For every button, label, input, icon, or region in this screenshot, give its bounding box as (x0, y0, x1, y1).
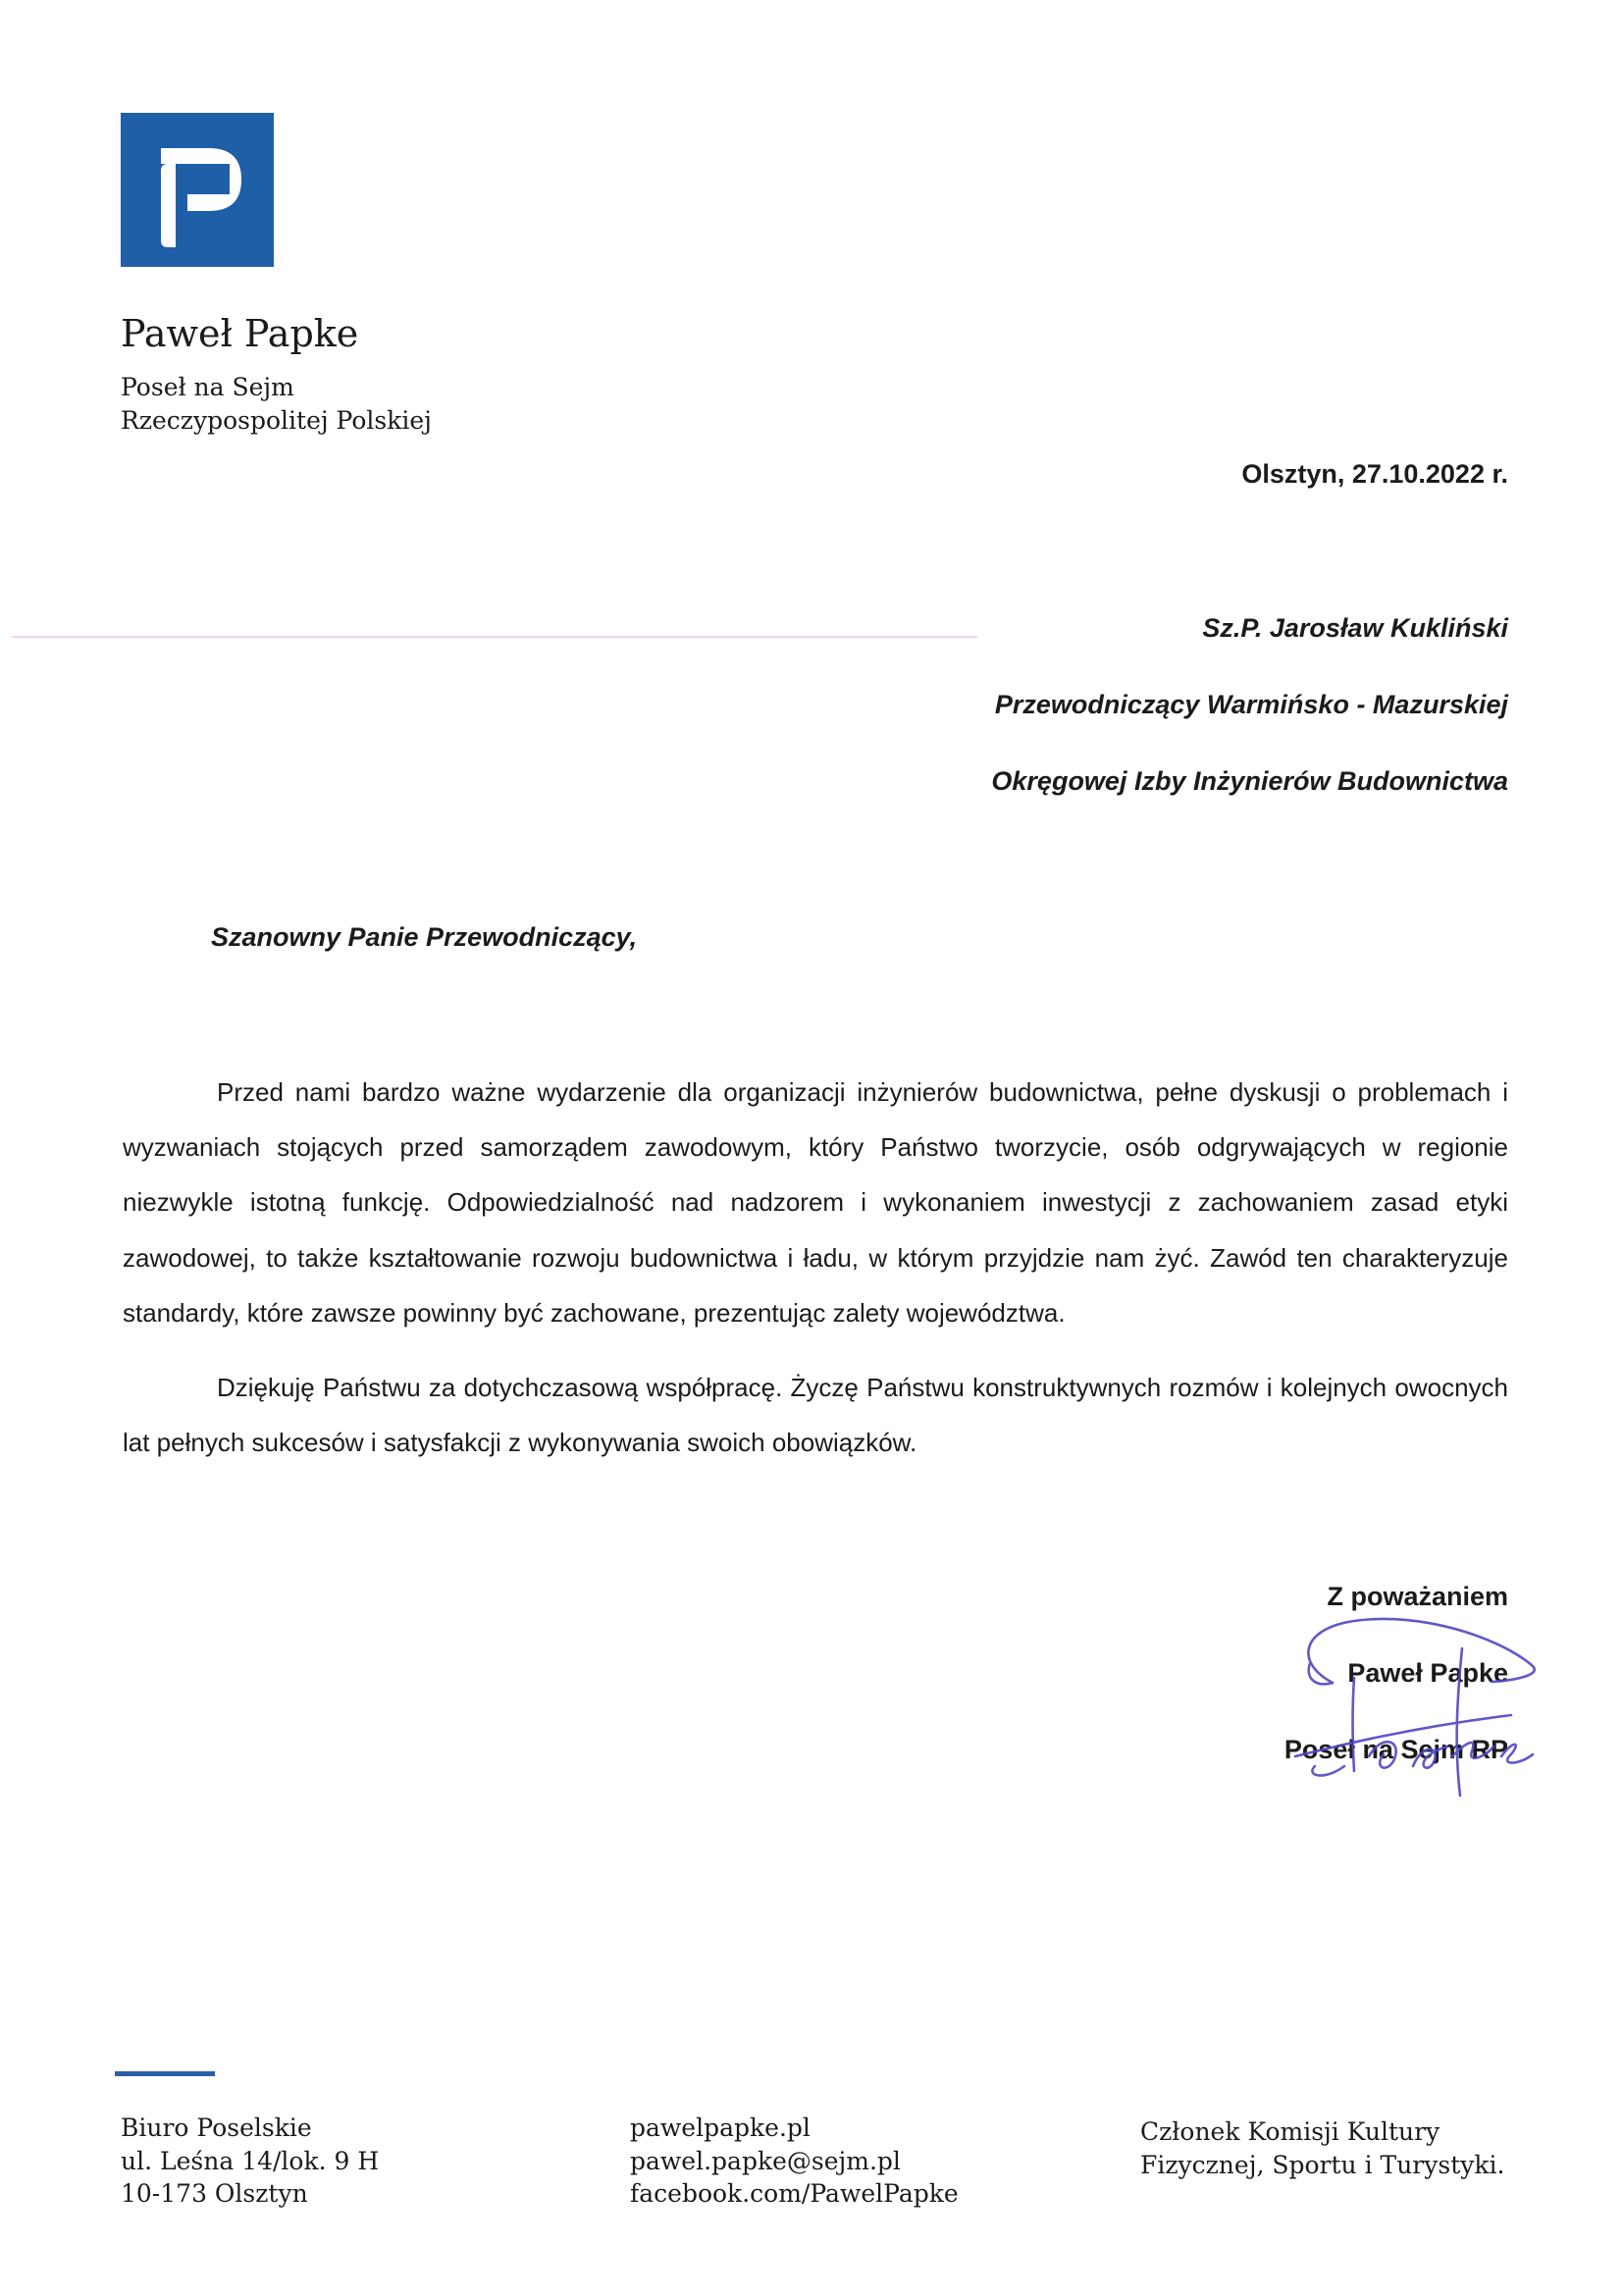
committee-line: Fizycznej, Sportu i Turystyki. (1140, 2150, 1505, 2179)
sender-subtitle: Rzeczypospolitej Polskiej (121, 406, 432, 435)
sender-name: Paweł Papke (121, 312, 359, 355)
office-label: Biuro Poselskie (121, 2113, 312, 2142)
committee-line: Członek Komisji Kultury (1140, 2117, 1440, 2146)
footer-committee (1140, 2115, 1504, 2181)
logo (121, 113, 274, 267)
closing-greeting: Z poważaniem (1327, 1582, 1508, 1611)
sender-subtitle: Poseł na Sejm (121, 373, 294, 401)
recipient-position: Przewodniczący Warmińsko - Mazurskiej (994, 690, 1508, 719)
body-paragraph-text: Przed nami bardzo ważne wydarzenie dla organizacji inżynierów budownictwa, pełne dyskusji o problemach i wyzwaniach stojących przed samorządem zawodowym, który Państwo tworzycie, osób odgrywających w regionie niezwykle istotną funkcję. Odpowiedzialność nad nadzorem i wykonaniem inwestycji z zachowaniem zasad etyki zawodowej, to także kształtowanie rozwoju budownictwa i ładu, w którym przyjdzie nam żyć. Zawód ten charakteryzuje standardy, które zawsze powinny być zachowane, prezentując zalety województwa. (123, 1077, 1508, 1328)
body-paragraph-text: Dziękuję Państwu za dotychczasową współpracę. Życzę Państwu konstruktywnych rozmów i kolejnych owocnych lat pełnych sukcesów i satysfakcji z wykonywania swoich obowiązków. (123, 1373, 1508, 1458)
recipient-organization: Okręgowej Izby Inżynierów Budownictwa (991, 766, 1508, 796)
signatory-title: Poseł na Sejm RP (1283, 1735, 1508, 1764)
signatory-name: Paweł Papke (1347, 1658, 1508, 1688)
salutation: Szanowny Panie Przewodniczący, (211, 922, 638, 952)
website-link[interactable]: pawelpapke.pl (630, 2113, 811, 2142)
body-paragraph (123, 1360, 1508, 1470)
recipient-name: Sz.P. Jarosław Kukliński (1202, 613, 1508, 643)
letter-date: Olsztyn, 27.10.2022 r. (1241, 459, 1508, 489)
office-street: ul. Leśna 14/lok. 9 H (121, 2146, 380, 2175)
office-city: 10-173 Olsztyn (121, 2179, 308, 2208)
footer-contact (630, 2112, 959, 2211)
email-link[interactable]: pawel.papke@sejm.pl (630, 2146, 901, 2175)
handwritten-signature-icon (1276, 1609, 1550, 1805)
facebook-link[interactable]: facebook.com/PawelPapke (630, 2179, 959, 2208)
p-logo-icon (121, 113, 274, 267)
footer-accent-bar (115, 2071, 215, 2076)
body-paragraph (123, 1065, 1508, 1340)
fold-line (12, 636, 977, 638)
footer-office-address (121, 2112, 379, 2211)
